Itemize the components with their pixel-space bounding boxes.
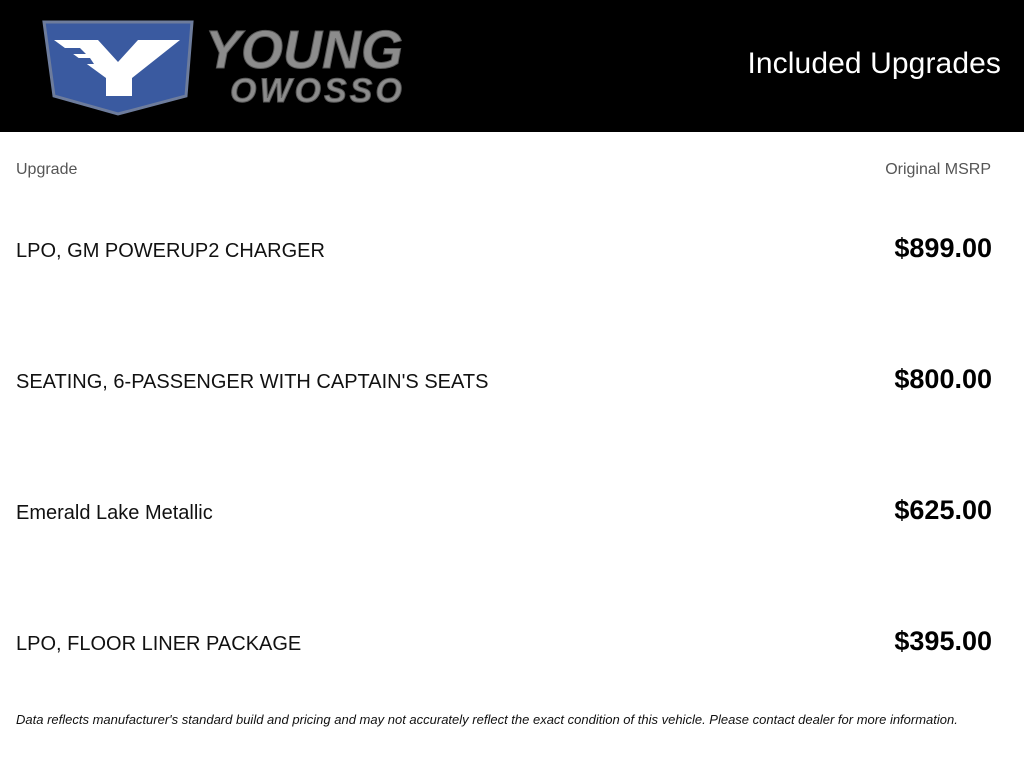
svg-text:OWOSSO: OWOSSO <box>230 72 405 110</box>
svg-text:YOUNG: YOUNG <box>205 20 404 80</box>
upgrade-name: Emerald Lake Metallic <box>16 502 213 524</box>
upgrade-name: LPO, FLOOR LINER PACKAGE <box>16 633 302 655</box>
upgrade-price: $625.00 <box>894 495 992 525</box>
upgrade-row <box>16 493 992 533</box>
upgrade-column-header: Upgrade <box>16 161 78 178</box>
header-banner <box>0 0 1024 132</box>
dealer-logo <box>40 18 510 118</box>
upgrade-name: LPO, GM POWERUP2 CHARGER <box>16 240 325 262</box>
disclaimer-text: Data reflects manufacturer's standard build and pricing and may not accurately reflect the exact condition of this vehicle. Please contact dealer for more information. <box>16 712 958 727</box>
upgrade-name: SEATING, 6-PASSENGER WITH CAPTAIN'S SEATS <box>16 371 489 393</box>
page-title: Included Upgrades <box>747 47 1001 80</box>
upgrade-price: $800.00 <box>894 364 992 394</box>
upgrade-row <box>16 624 992 664</box>
upgrade-price: $395.00 <box>894 626 992 656</box>
upgrade-row <box>16 231 992 271</box>
msrp-column-header: Original MSRP <box>885 161 991 178</box>
upgrade-row <box>16 362 992 402</box>
upgrade-price: $899.00 <box>894 233 992 263</box>
